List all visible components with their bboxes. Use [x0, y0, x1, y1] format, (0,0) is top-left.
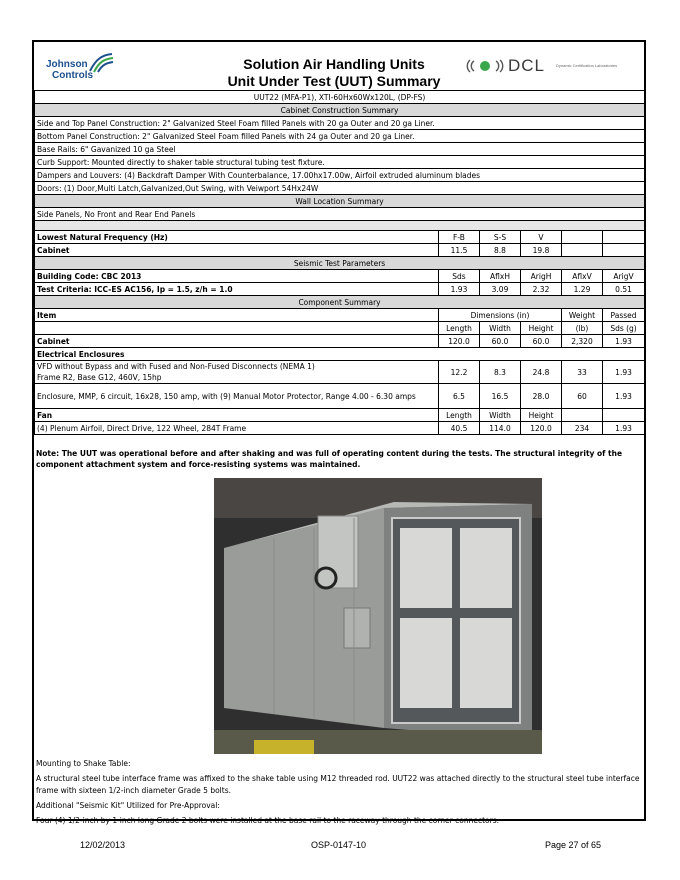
seismic-value: 1.93 [439, 283, 480, 296]
enclosure-value: 1.93 [603, 384, 645, 409]
mounting-text: A structural steel tube interface frame was affixed to the shake table using M12 threaded rod. UUT22 was attached directly to the structural steel tube interface frame with sixteen 1/2-inch diameter Grade 5 bolts. [36, 774, 640, 795]
table-row [35, 309, 645, 322]
fan-dim-header: Width [480, 409, 521, 422]
page-title [214, 56, 454, 90]
air-handler-unit-illustration [214, 478, 542, 754]
mounting-title: Mounting to Shake Table: [36, 759, 131, 768]
vfd-value: 1.93 [603, 361, 645, 384]
uut-photo [214, 478, 542, 754]
cabinet-value: 120.0 [439, 335, 480, 348]
freq-value: 8.8 [480, 244, 521, 257]
dim-header: Width [480, 322, 521, 335]
footer-page-number: Page 27 of 65 [545, 840, 602, 850]
seismic-value: 0.51 [603, 283, 645, 296]
table-row [35, 182, 645, 195]
fan-label: Fan [35, 409, 439, 422]
electrical-enclosures-label: Electrical Enclosures [35, 348, 645, 361]
enclosure-value: 60 [562, 384, 603, 409]
empty-cell [603, 231, 645, 244]
jc-logo-line1: Johnson [46, 59, 88, 70]
cabinet-value: 60.0 [480, 335, 521, 348]
seismic-value: 3.09 [480, 283, 521, 296]
passed-unit: Sds (g) [603, 322, 645, 335]
seismic-header: ArigV [603, 270, 645, 283]
title-line1: Solution Air Handling Units [243, 56, 425, 72]
plenum-value: 1.93 [603, 422, 645, 435]
seismic-header: ArigH [521, 270, 562, 283]
jc-logo-line2: Controls [52, 70, 94, 81]
table-row [35, 208, 645, 221]
item-header: Item [35, 309, 439, 322]
title-line2: Unit Under Test (UUT) Summary [227, 73, 441, 89]
plenum-value: 40.5 [439, 422, 480, 435]
dcl-logo-text: DCL [508, 56, 546, 75]
table-row [35, 361, 645, 384]
mounting-section [36, 758, 642, 830]
empty-cell [562, 409, 603, 422]
table-row [35, 169, 645, 182]
freq-header: V [521, 231, 562, 244]
vfd-value: 24.8 [521, 361, 562, 384]
table-row [35, 257, 645, 270]
freq-value: 11.5 [439, 244, 480, 257]
table-row [35, 117, 645, 130]
table-row [35, 156, 645, 169]
table-row [35, 322, 645, 335]
cabinet-line: Dampers and Louvers: (4) Backdraft Damper With Counterbalance, 17.00hx17.00w, Airfoil extruded aluminum blades [35, 169, 645, 182]
empty-cell [562, 244, 603, 257]
cabinet-construction-band: Cabinet Construction Summary [35, 104, 645, 117]
cabinet-value: 2,320 [562, 335, 603, 348]
cabinet-item: Cabinet [35, 335, 439, 348]
page-frame [32, 40, 646, 825]
weight-unit: (lb) [562, 322, 603, 335]
table-row [35, 244, 645, 257]
empty-cell [562, 231, 603, 244]
enclosure-value: 16.5 [480, 384, 521, 409]
cabinet-line: Curb Support: Mounted directly to shaker table structural tubing test fixture. [35, 156, 645, 169]
seismic-value: 1.29 [562, 283, 603, 296]
empty-cell [603, 244, 645, 257]
freq-value: 19.8 [521, 244, 562, 257]
cabinet-line: Doors: (1) Door,Multi Latch,Galvanized,Out Swing, with Veiwport 54Hx24W [35, 182, 645, 195]
dimensions-header: Dimensions (in) [439, 309, 562, 322]
table-row [35, 335, 645, 348]
enclosure-item: Enclosure, MMP, 6 circuit, 16x28, 150 amp, with (9) Manual Motor Protector, Range 4.00 - 6.30 amps [35, 384, 439, 409]
weight-header: Weight [562, 309, 603, 322]
cabinet-line: Base Rails: 6" Gavanized 10 ga Steel [35, 143, 645, 156]
table-row [35, 348, 645, 361]
table-row [35, 409, 645, 422]
plenum-item: (4) Plenum Airfoil, Direct Drive, 122 Wheel, 284T Frame [35, 422, 439, 435]
plenum-value: 234 [562, 422, 603, 435]
empty-cell [603, 409, 645, 422]
footer-date: 12/02/2013 [80, 840, 126, 850]
uut-label: UUT22 (MFA-P1), XTI-60Hx60Wx120L, (DP-FS) [35, 91, 645, 104]
page-footer [0, 840, 680, 854]
seismic-kit-text: Four (4) 1/2-inch by 1-inch long Grade 2 bolts were installed at the base rail to the raceway through the corner connectors. [36, 816, 500, 825]
dim-header: Height [521, 322, 562, 335]
vfd-value: 8.3 [480, 361, 521, 384]
table-row [35, 422, 645, 435]
test-note: Note: The UUT was operational before and after shaking and was full of operating content during the tests. The structural integrity of the component attachment system and force-resisting systems was maintained. [36, 449, 623, 469]
dcl-logo [464, 56, 642, 76]
test-criteria-label: Test Criteria: ICC-ES AC156, Ip = 1.5, z/h = 1.0 [35, 283, 439, 296]
frequency-label: Lowest Natural Frequency (Hz) [35, 231, 439, 244]
footer-doc-number: OSP-0147-10 [311, 840, 367, 850]
building-code-label: Building Code: CBC 2013 [35, 270, 439, 283]
vfd-value: 33 [562, 361, 603, 384]
cabinet-value: 60.0 [521, 335, 562, 348]
empty-cell [35, 322, 439, 335]
seismic-value: 2.32 [521, 283, 562, 296]
table-row [35, 231, 645, 244]
cabinet-line: Bottom Panel Construction: 2" Galvanized Steel Foam filled Panels with 24 ga Outer and 20 ga Liner. [35, 130, 645, 143]
fan-dim-header: Height [521, 409, 562, 422]
seismic-header: AflxH [480, 270, 521, 283]
table-row [35, 296, 645, 309]
summary-tables [34, 90, 644, 435]
seismic-kit-title: Additional "Seismic Kit" Utilized for Pre-Approval: [36, 801, 220, 810]
plenum-value: 114.0 [480, 422, 521, 435]
seismic-band: Seismic Test Parameters [35, 257, 645, 270]
freq-row-label: Cabinet [35, 244, 439, 257]
table-row [35, 195, 645, 208]
uut-summary-table [34, 90, 645, 435]
table-row [35, 283, 645, 296]
table-row [35, 143, 645, 156]
passed-header: Passed [603, 309, 645, 322]
seismic-header: Sds [439, 270, 480, 283]
enclosure-value: 6.5 [439, 384, 480, 409]
vfd-line1: VFD without Bypass and with Fused and Non-Fused Disconnects (NEMA 1) [37, 362, 315, 371]
dcl-rings-icon [464, 58, 506, 74]
spacer-cell [35, 221, 645, 231]
fan-dim-header: Length [439, 409, 480, 422]
spacer-row [35, 221, 645, 231]
table-row [35, 384, 645, 409]
header [34, 42, 644, 90]
vfd-line2: Frame R2, Base G12, 460V, 15hp [37, 373, 162, 382]
wall-location-band: Wall Location Summary [35, 195, 645, 208]
enclosure-value: 28.0 [521, 384, 562, 409]
seismic-header: AflxV [562, 270, 603, 283]
johnson-controls-logo [46, 53, 136, 83]
vfd-value: 12.2 [439, 361, 480, 384]
table-row [35, 270, 645, 283]
cabinet-line: Side and Top Panel Construction: 2" Galvanized Steel Foam filled Panels with 20 ga Outer and 20 ga Liner. [35, 117, 645, 130]
freq-header: F-B [439, 231, 480, 244]
cabinet-value: 1.93 [603, 335, 645, 348]
table-row [35, 130, 645, 143]
dcl-logo-subtitle: Dynamic Certification Laboratories [556, 63, 618, 68]
dim-header: Length [439, 322, 480, 335]
table-row [35, 91, 645, 104]
table-row [35, 104, 645, 117]
vfd-item [35, 361, 439, 384]
wall-line: Side Panels, No Front and Rear End Panels [35, 208, 645, 221]
plenum-value: 120.0 [521, 422, 562, 435]
freq-header: S-S [480, 231, 521, 244]
component-band: Component Summary [35, 296, 645, 309]
